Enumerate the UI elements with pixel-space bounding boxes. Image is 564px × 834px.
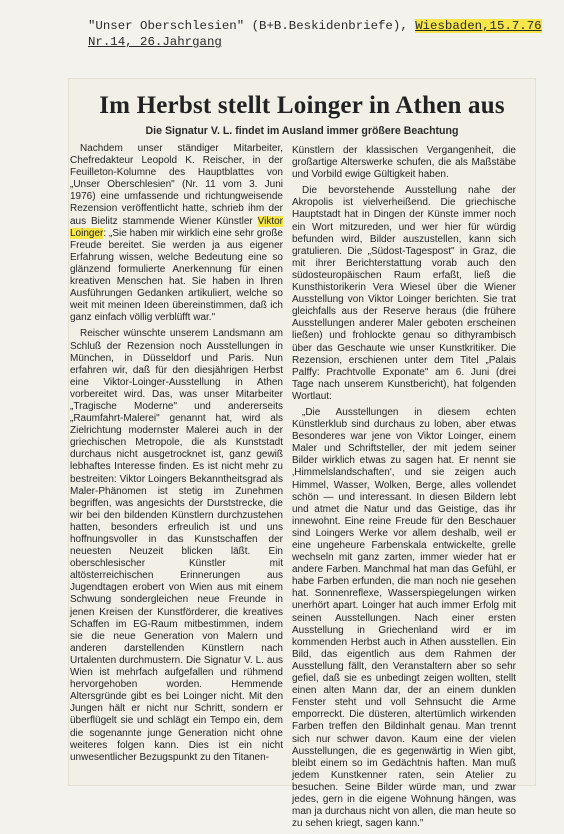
paragraph: Künstlern der klassischen Vergangenheit, die großartige Alterswerke schufen, die als Maßstäbe und Vorbild ewige Gültigkeit haben.	[292, 145, 516, 181]
paragraph-text: Nachdem unser ständiger Mitarbeiter, Chefredakteur Leopold K. Reischer, in der Feuilleton-Kolumne des Hauptblattes von „Unser Oberschlesien" (Nr. 11 vom 3. Juni 1976) eine umfassende und richtungweisende Rezension veröffentlicht hatte, schrieb ihm der aus Bielitz stammende Wiener Künstler	[70, 143, 283, 227]
place-date: Wiesbaden,15.7.76	[415, 19, 542, 33]
subheadline: Die Signatur V. L. findet im Ausland immer größere Beachtung	[145, 125, 459, 137]
paragraph: Die bevorstehende Ausstellung nahe der Akropolis ist vielverheißend. Die griechische Hauptstadt hat in Dingen der Künste immer noch ein Wort mitzureden, und wer hier für würdig befunden wird, Bilder auszustellen, kann sich gratulieren. Die „Südost-Tagespost" in Graz, die mit ihrer Berichterstattung vorab auch den südosteuropäischen Raum erfaßt, ließ die Kunsthistorikerin Vera Wiesel über die Wiener Ausstellung von Viktor Loinger berichten. Sie trat gleichfalls aus der Reserve heraus (die frühere Ausstellungen anderer Maler geboten erscheinen ließen) und frohlockte genau so dithyrambisch über das Geschaute wie unser Kunstkritiker. Die Rezension, erschienen unter dem Titel „Palais Palffy: Prachtvolle Exponate" am 6. Juni (drei Tage nach unserem Kunstbericht), hat folgenden Wortlaut:	[292, 185, 516, 402]
right-column	[292, 145, 516, 834]
publication-name: "Unser Oberschlesien"	[88, 19, 245, 33]
issue-number: Nr.14, 26.Jahrgang	[88, 35, 222, 49]
paragraph: Reischer wünschte unserem Landsmann am Schluß der Rezension noch Ausstellungen in München, in Düsseldorf und Paris. Nun erfahren wir, daß für den diesjährigen Herbst eine Viktor-Loinger-Ausstellung in Athen vorbereitet wird. Das, was unser Mitarbeiter „Tragische Moderne" und andererseits „Raumfahrt-Malerei" genannt hat, wird als Zielrichtung modernster Malerei auch in der griechischen Metropole, die als Kunststadt durchaus nicht ausgetrocknet ist, ganz gewiß lebhaftes Interesse finden. Es ist nicht mehr zu bestreiten: Viktor Loingers Bekanntheitsgrad als Maler-Phänomen ist stetig im Zunehmen begriffen, was angesichts der Durststrecke, die wir bei den bildenden Künstlern durchzustehen hatten, besonders erfreulich ist und uns hoffnungsvoller in das Kunstschaffen der neuesten Neuzeit blicken läßt. Ein oberschlesischer Künstler mit altösterreichischen Erinnerungen aus Jugendtagen erobert von Wien aus mit einem Schwung sondergleichen neue Freunde in jenen Kreisen der Kunstförderer, die kreatives Schaffen im EG-Raum mitbestimmen, indem sie die neue Generation von Malern und anderen darstellenden Künstlern nach Urtalenten durchmustern. Die Signatur V. L. aus Wien ist mehrfach aufgefallen und rühmend hervorgehoben worden. Hemmende Altersgründe gibt es bei Loinger nicht. Mit den Jungen hält er nicht nur Schritt, sondern er überflügelt sie und schlägt ein Tempo ein, dem die sogenannte junge Generation nicht ohne weiteres folgen kann. Dies ist ein nicht unwesentlicher Bezugspunkt zu den Titanen-	[70, 328, 283, 763]
supplement-name: (B+B.Beskidenbriefe)	[251, 19, 401, 33]
highlighted-name: Viktor Loinger	[70, 215, 283, 239]
headline: Im Herbst stellt Loinger in Athen aus	[99, 92, 505, 119]
quote-paragraph: „Die Ausstellungen in diesem echten Künstlerklub sind durchaus zu loben, aber etwas Besonderes war jene von Viktor Loinger, einem Maler und Schriftsteller, der mit jedem seiner Bilder wirklich etwas zu sagen hat. Er nennt sie ‚Himmelslandschaften', und sie zeigen auch Himmel, Wasser, Wolken, Berge, alles vollendet schön — und interessant. In diesen Bildern lebt und atmet die Natur und das Geistige, das ihr innewohnt. Eine reine Freude für den Beschauer sind Loingers Werke vor allem deshalb, weil er eine ungeheure Farbenskala entwickelte, grelle wechseln mit ganz zarten, immer wieder hat er andere Farben. Manchmal hat man das Gefühl, er habe Farben erfunden, die man noch nie gesehen hat. Sonnenreflexe, Wasserspiegelungen wirken unerhört apart. Loinger hat auch immer Erfolg mit seinen Ausstellungen. Nach einer ersten Ausstellung in Griechenland wird er im kommenden Herbst auch in Athen ausstellen. Ein Bild, das eigentlich aus dem Rahmen der Ausstellung fällt, den Veranstaltern aber so sehr gefiel, daß sie es unbedingt zeigen wollten, stellt einen alten Mann dar, der an einem dunklen Fenster steht und voll Sehnsucht die Arme emporreckt. Die düsteren, altertümlich wirkenden Farben treffen den Bildinhalt genau. Man trennt sich nur schwer davon. Kaum eine der vielen Ausstellungen, die es gegenwärtig in Wien gibt, bleibt einem so im Gedächtnis haften. Man muß jedem Kunstkenner raten, sein Atelier zu besuchen. Seine Bilder würde man, und zwar jedes, gern in die eigene Wohnung hängen, was man ja durchaus nicht von allen, die man heute so zu sehen kriegt, sagen kann."	[292, 406, 516, 830]
paragraph-text: : „Sie haben mir wirklich eine sehr große Freude bereitet. Sie werden ja aus eigener Erfahrung wissen, welche Bedeutung eine so glänzend formulierte Anerkennung für einen kreativen Menschen hat. Sie haben in Ihren Ausführungen Gedanken artikuliert, welche so weit mit meinen Ideen übereinstimmen, daß ich ganz einfach völlig verblüfft war."	[70, 227, 283, 324]
paragraph	[70, 143, 283, 324]
left-column	[70, 143, 283, 768]
source-citation: "Unser Oberschlesien" (B+B.Beskidenbriefe), Wiesbaden,15.7.76 Nr.14, 26.Jahrgang	[88, 19, 542, 49]
